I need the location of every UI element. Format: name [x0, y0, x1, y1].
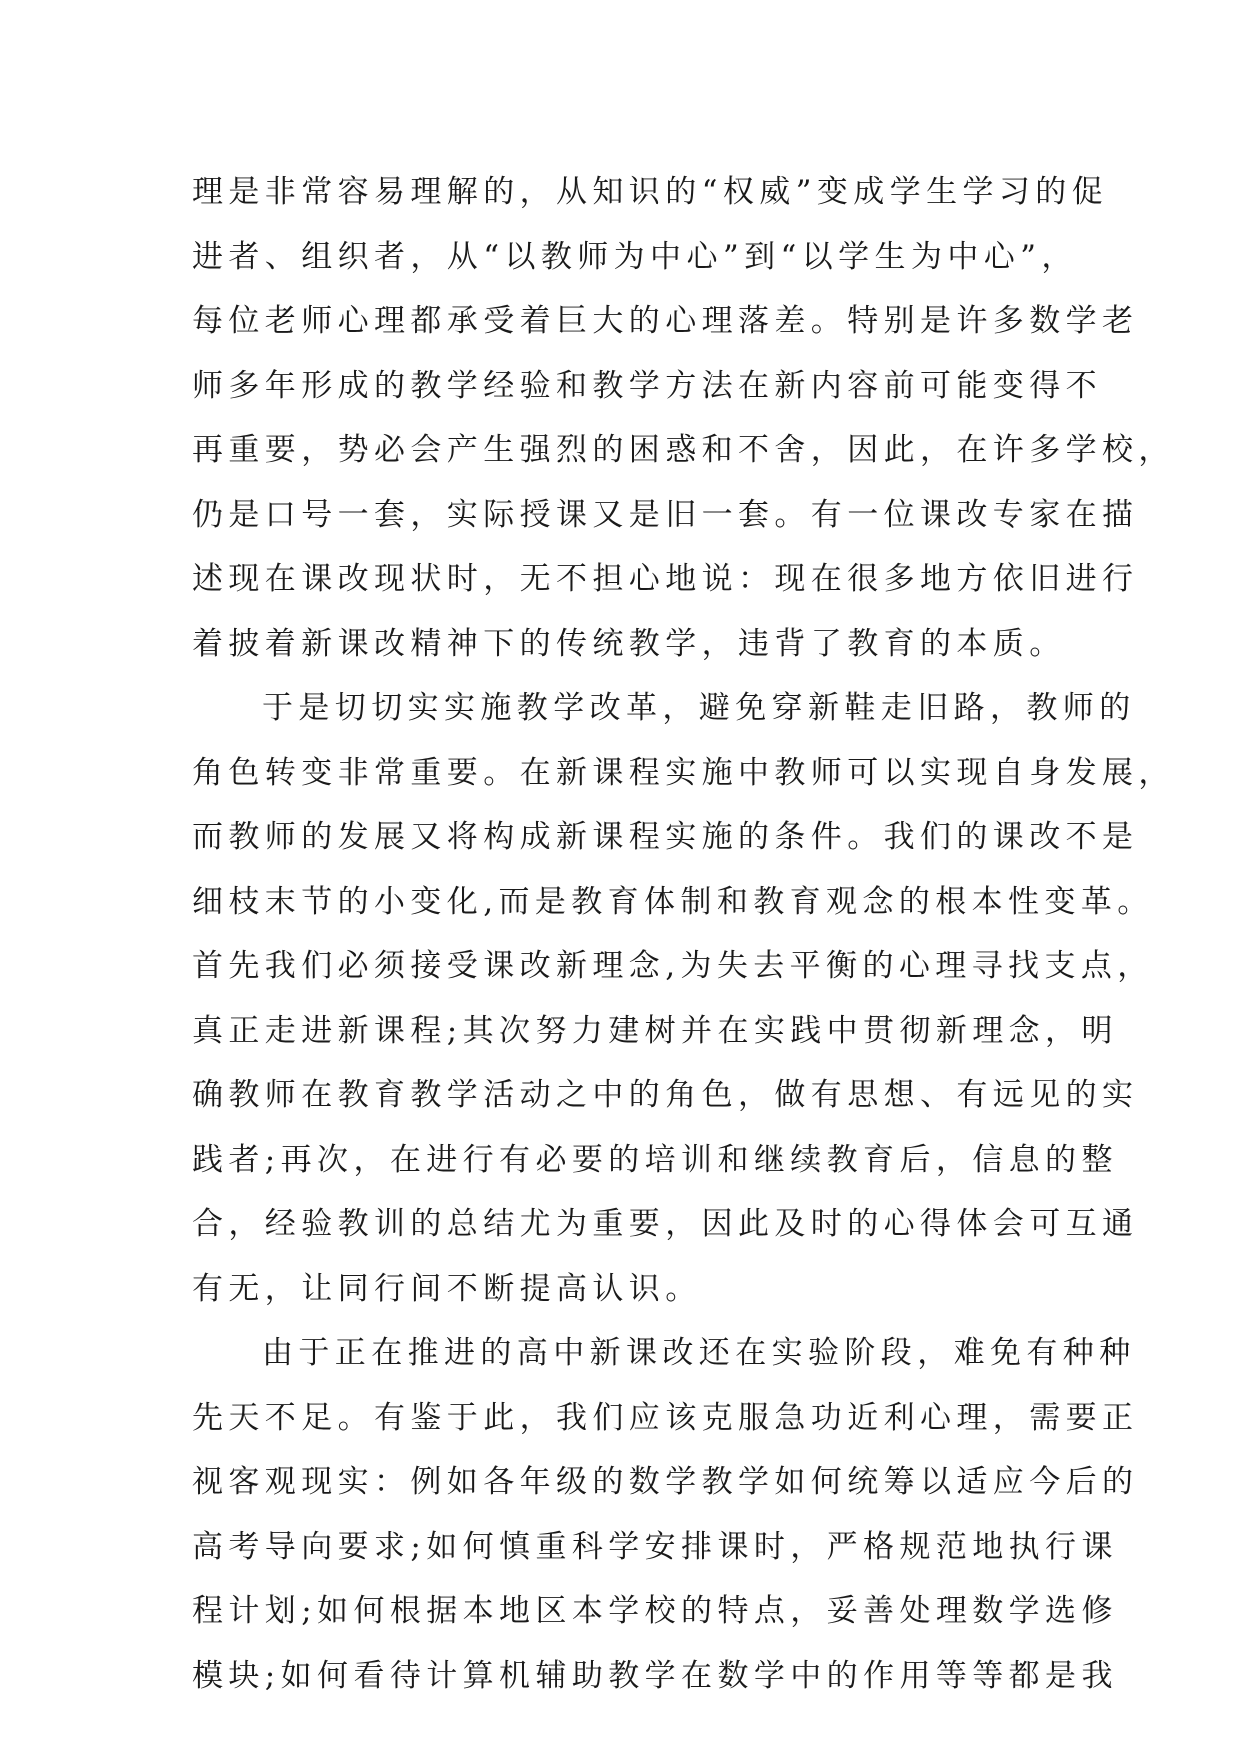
text-line: 有无，让同行间不断提高认识。 [192, 1270, 702, 1307]
text-line: 而教师的发展又将构成新课程实施的条件。我们的课改不是 [192, 819, 1139, 855]
text-line: 于是切切实实施教学改革，避免穿新鞋走旧路，教师的 [262, 690, 1136, 726]
text-line: 首先我们必须接受课改新理念,为失去平衡的心理寻找支点， [192, 948, 1154, 984]
text-line: 师多年形成的教学经验和教学方法在新内容前可能变得不 [192, 367, 1102, 404]
document-body [192, 160, 1175, 1708]
text-line: 述现在课改现状时，无不担心地说：现在很多地方依旧进行 [192, 561, 1139, 597]
text-line: 细枝末节的小变化,而是教育体制和教育观念的根本性变革。 [192, 883, 1154, 920]
text-line: 先天不足。有鉴于此，我们应该克服急功近利心理，需要正 [192, 1399, 1139, 1436]
text-line: 模块;如何看待计算机辅助教学在数学中的作用等等都是我 [192, 1657, 1118, 1694]
text-line: 践者;再次，在进行有必要的培训和继续教育后，信息的整 [192, 1141, 1118, 1178]
text-line: 再重要，势必会产生强烈的困惑和不舍，因此，在许多学校， [192, 432, 1175, 468]
text-line: 仍是口号一套，实际授课又是旧一套。有一位课改专家在描 [192, 496, 1139, 533]
text-line: 进者、组织者，从“以教师为中心”到“以学生为中心”， [192, 238, 1078, 275]
text-line: 视客观现实：例如各年级的数学教学如何统筹以适应今后的 [192, 1464, 1139, 1500]
text-line: 角色转变非常重要。在新课程实施中教师可以实现自身发展， [192, 754, 1175, 791]
text-line: 真正走进新课程;其次努力建树并在实践中贯彻新理念，明 [192, 1012, 1118, 1049]
text-line: 确教师在教育教学活动之中的角色，做有思想、有远见的实 [192, 1077, 1139, 1113]
text-line: 着披着新课改精神下的传统教学，违背了教育的本质。 [192, 625, 1066, 662]
paragraph-3 [192, 1321, 1139, 1708]
text-line: 程计划;如何根据本地区本学校的特点，妥善处理数学选修 [192, 1593, 1118, 1629]
text-line: 高考导向要求;如何慎重科学安排课时，严格规范地执行课 [192, 1528, 1118, 1565]
paragraph-2 [192, 676, 1175, 1321]
text-line: 每位老师心理都承受着巨大的心理落差。特别是许多数学老 [192, 303, 1139, 339]
text-line: 合，经验教训的总结尤为重要，因此及时的心得体会可互通 [192, 1206, 1139, 1242]
paragraph-1 [192, 160, 1175, 676]
text-line: 由于正在推进的高中新课改还在实验阶段，难免有种种 [262, 1335, 1136, 1371]
text-line: 理是非常容易理解的，从知识的“权威”变成学生学习的促 [192, 174, 1109, 210]
